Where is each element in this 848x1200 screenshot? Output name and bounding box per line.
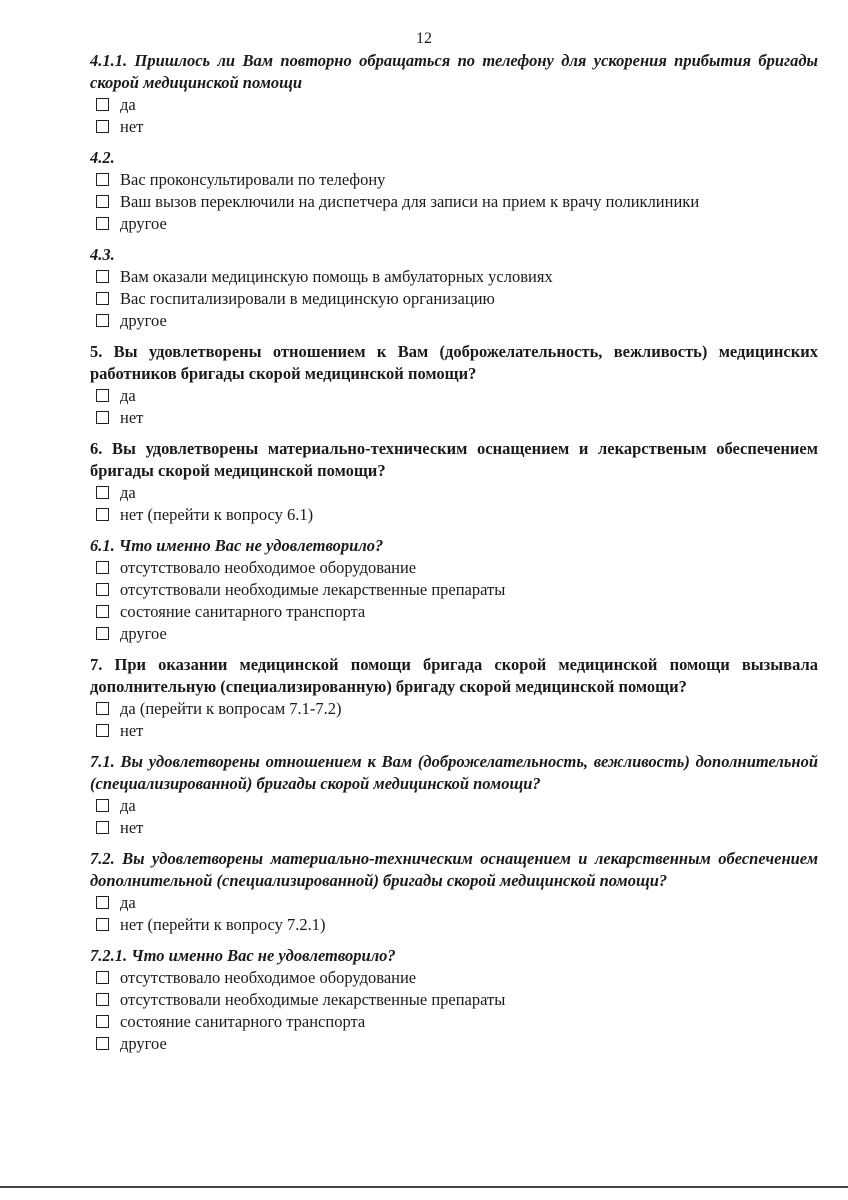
question-5: 6.1. Что именно Вас не удовлетворило? bbox=[90, 536, 384, 555]
checkbox[interactable] bbox=[96, 993, 109, 1006]
option-label: Ваш вызов переключили на диспетчера для записи на прием к врачу поликлиники bbox=[120, 192, 700, 211]
answer-option[interactable] bbox=[90, 94, 818, 116]
answer-option[interactable] bbox=[90, 967, 818, 989]
option-label: отсутствовало необходимое оборудование bbox=[120, 558, 417, 577]
option-label: да bbox=[120, 483, 136, 502]
question-0: 4.1.1. Пришлось ли Вам повторно обращаться по телефону для ускорения прибытия бригады скорой медицинской помощи bbox=[90, 51, 818, 92]
questionnaire bbox=[90, 50, 818, 1055]
answer-option[interactable] bbox=[90, 116, 818, 138]
option-label: нет (перейти к вопросу 7.2.1) bbox=[120, 915, 326, 934]
question-6: 7. При оказании медицинской помощи бригада скорой медицинской помощи вызывала дополнительную (специализированную) бригаду скорой медицинской помощи? bbox=[90, 655, 818, 696]
checkbox[interactable] bbox=[96, 583, 109, 596]
checkbox[interactable] bbox=[96, 971, 109, 984]
answer-option[interactable] bbox=[90, 504, 818, 526]
option-label: Вас госпитализировали в медицинскую организацию bbox=[120, 289, 495, 308]
answer-option[interactable] bbox=[90, 266, 818, 288]
answer-option[interactable] bbox=[90, 385, 818, 407]
option-label: отсутствовали необходимые лекарственные препараты bbox=[120, 990, 506, 1009]
option-label: отсутствовало необходимое оборудование bbox=[120, 968, 417, 987]
checkbox[interactable] bbox=[96, 918, 109, 931]
checkbox[interactable] bbox=[96, 799, 109, 812]
option-label: другое bbox=[120, 624, 167, 643]
checkbox[interactable] bbox=[96, 702, 109, 715]
checkbox[interactable] bbox=[96, 486, 109, 499]
checkbox[interactable] bbox=[96, 1037, 109, 1050]
answer-option[interactable] bbox=[90, 720, 818, 742]
checkbox[interactable] bbox=[96, 627, 109, 640]
question-8: 7.2. Вы удовлетворены материально-техническим оснащением и лекарственным обеспечением дополнительной (специализированной) бригады скорой медицинской помощи? bbox=[90, 849, 818, 890]
answer-option[interactable] bbox=[90, 817, 818, 839]
option-label: да bbox=[120, 386, 136, 405]
checkbox[interactable] bbox=[96, 217, 109, 230]
checkbox[interactable] bbox=[96, 508, 109, 521]
answer-option[interactable] bbox=[90, 989, 818, 1011]
answer-option[interactable] bbox=[90, 795, 818, 817]
bottom-divider bbox=[0, 1186, 848, 1188]
answer-option[interactable] bbox=[90, 288, 818, 310]
checkbox[interactable] bbox=[96, 605, 109, 618]
checkbox[interactable] bbox=[96, 292, 109, 305]
answer-option[interactable] bbox=[90, 1011, 818, 1033]
answer-option[interactable] bbox=[90, 1033, 818, 1055]
option-label: нет bbox=[120, 818, 144, 837]
checkbox[interactable] bbox=[96, 98, 109, 111]
option-label: другое bbox=[120, 214, 167, 233]
checkbox[interactable] bbox=[96, 389, 109, 402]
checkbox[interactable] bbox=[96, 561, 109, 574]
answer-option[interactable] bbox=[90, 623, 818, 645]
answer-option[interactable] bbox=[90, 213, 818, 235]
option-label: да bbox=[120, 796, 136, 815]
option-label: да bbox=[120, 893, 136, 912]
question-4: 6. Вы удовлетворены материально-техническим оснащением и лекарственым обеспечением бригады скорой медицинской помощи? bbox=[90, 439, 818, 480]
option-label: Вам оказали медицинскую помощь в амбулаторных условиях bbox=[120, 267, 553, 286]
option-label: да bbox=[120, 95, 136, 114]
checkbox[interactable] bbox=[96, 120, 109, 133]
option-label: состояние санитарного транспорта bbox=[120, 602, 366, 621]
question-9: 7.2.1. Что именно Вас не удовлетворило? bbox=[90, 946, 396, 965]
option-label: нет (перейти к вопросу 6.1) bbox=[120, 505, 314, 524]
answer-option[interactable] bbox=[90, 557, 818, 579]
checkbox[interactable] bbox=[96, 1015, 109, 1028]
option-label: нет bbox=[120, 721, 144, 740]
checkbox[interactable] bbox=[96, 896, 109, 909]
checkbox[interactable] bbox=[96, 195, 109, 208]
answer-option[interactable] bbox=[90, 191, 818, 213]
checkbox[interactable] bbox=[96, 314, 109, 327]
page-number: 12 bbox=[416, 30, 432, 47]
question-1: 4.2. bbox=[90, 148, 115, 167]
checkbox[interactable] bbox=[96, 270, 109, 283]
answer-option[interactable] bbox=[90, 914, 818, 936]
question-2: 4.3. bbox=[90, 245, 115, 264]
option-label: отсутствовали необходимые лекарственные препараты bbox=[120, 580, 506, 599]
question-3: 5. Вы удовлетворены отношением к Вам (доброжелательность, вежливость) медицинских работников бригады скорой медицинской помощи? bbox=[90, 342, 818, 383]
answer-option[interactable] bbox=[90, 407, 818, 429]
option-label: нет bbox=[120, 117, 144, 136]
checkbox[interactable] bbox=[96, 173, 109, 186]
option-label: Вас проконсультировали по телефону bbox=[120, 170, 386, 189]
answer-option[interactable] bbox=[90, 601, 818, 623]
answer-option[interactable] bbox=[90, 579, 818, 601]
option-label: другое bbox=[120, 1034, 167, 1053]
question-7: 7.1. Вы удовлетворены отношением к Вам (доброжелательность, вежливость) дополнительной (специализированной) бригады скорой медицинской помощи? bbox=[90, 752, 818, 793]
answer-option[interactable] bbox=[90, 482, 818, 504]
option-label: другое bbox=[120, 311, 167, 330]
option-label: да (перейти к вопросам 7.1-7.2) bbox=[120, 699, 342, 718]
checkbox[interactable] bbox=[96, 411, 109, 424]
answer-option[interactable] bbox=[90, 310, 818, 332]
answer-option[interactable] bbox=[90, 698, 818, 720]
answer-option[interactable] bbox=[90, 892, 818, 914]
checkbox[interactable] bbox=[96, 821, 109, 834]
option-label: нет bbox=[120, 408, 144, 427]
checkbox[interactable] bbox=[96, 724, 109, 737]
option-label: состояние санитарного транспорта bbox=[120, 1012, 366, 1031]
answer-option[interactable] bbox=[90, 169, 818, 191]
